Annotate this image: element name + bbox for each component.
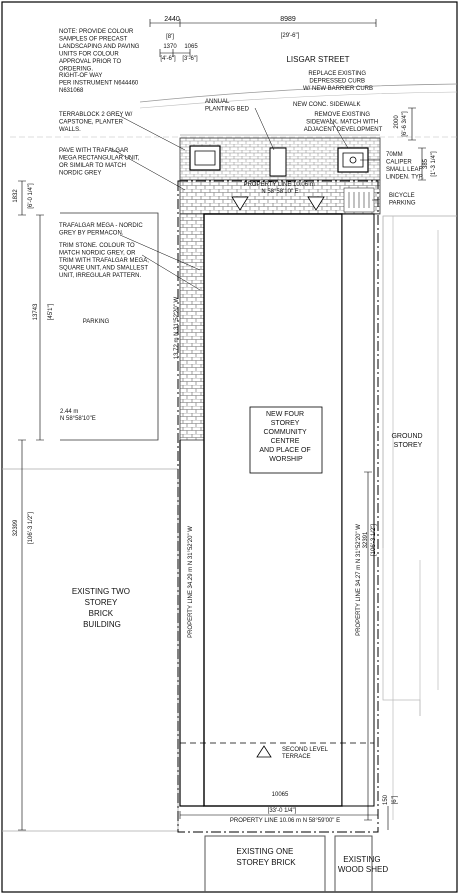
adjacent-wall-lines	[393, 216, 438, 820]
dim-right-b-imperial: [1'-3 1/4"]	[431, 151, 437, 177]
planter-left	[190, 146, 220, 170]
dim-sub-a: 1370	[163, 44, 177, 50]
building-footprint	[204, 214, 342, 806]
dim-right-c-imperial: [106'-3 1/2"]	[371, 524, 377, 556]
property-line-bottom: PROPERTY LINE 10.06 m N 58°59'00" E	[229, 818, 341, 824]
dim-right-a: 2000	[394, 115, 400, 129]
dim-right-a-imperial: [6'-6 3/4"]	[402, 111, 408, 137]
label-existing-wood-shed: EXISTING WOOD SHED	[337, 855, 389, 874]
dim-bottom-right-imperial: [6"]	[392, 795, 398, 805]
note-new-sidewalk: NEW CONC. SIDEWALK	[293, 102, 361, 108]
property-line-left-short: 13.72 m N 31°52'20" W	[174, 296, 180, 360]
dim-top-left: 2440	[164, 16, 180, 23]
building-footprint-right-strip	[342, 214, 374, 806]
label-second-level-terrace: SECOND LEVEL TERRACE	[282, 747, 328, 760]
dim-left-a: 1832	[13, 189, 19, 203]
note-terrablock: TERRABLOCK 2 GREY W/ CAPSTONE, PLANTER WALLS.	[59, 112, 133, 133]
street-name: LISGAR STREET	[286, 55, 350, 64]
dim-right-b: 385	[423, 158, 429, 170]
property-line-top: PROPERTY LINE 10.06 m N 58°58'10" E	[243, 182, 315, 195]
dim-sub-a-imperial: [4'-6"]	[160, 56, 176, 62]
ground-storey-outline-lower	[383, 216, 420, 716]
note-bicycle-parking: BICYCLE PARKING	[389, 193, 416, 207]
note-trim: TRIM STONE. COLOUR TO MATCH NORDIC GREY, OR TRIM WITH TRAFALGAR MEGA, SQUARE UNIT, AND SMALLEST UNIT, IRREGULAR PATTERN.	[59, 243, 149, 279]
note-annual-planting: ANNUAL PLANTING BED	[205, 99, 250, 113]
dim-left-a-imperial: [6'-0 1/4"]	[28, 183, 34, 209]
note-replace-curb: REPLACE EXISTING DEPRESSED CURB W/ NEW BARRIER CURB	[302, 71, 374, 92]
dim-left-c-imperial: [106'-3 1/2"]	[28, 512, 34, 544]
dim-bottom-right: 150	[383, 794, 389, 806]
existing-wood-shed-outline	[335, 836, 372, 892]
trim-stone-wall	[180, 214, 204, 440]
dim-left-b: 13743	[33, 303, 39, 321]
dim-top-right-imperial: [29'-6"]	[280, 33, 300, 39]
dim-sub-b: 1065	[184, 44, 198, 50]
note-colour-samples: NOTE: PROVIDE COLOUR SAMPLES OF PRECAST LANDSCAPING AND PAVING UNITS FOR COLOUR APPROVAL PRIOR TO ORDERING.	[59, 29, 140, 73]
dim-left-b-imperial: [45'1"]	[48, 303, 54, 321]
dim-left-c: 32399	[13, 519, 19, 537]
annual-planting-bed	[270, 148, 286, 176]
label-ground-storey: GROUND STOREY	[391, 433, 423, 449]
property-line-left-long: PROPERTY LINE 34.29 m N 31°52'20" W	[188, 526, 194, 638]
note-tree: 70MM CALIPER SMALL LEAF LINDEN. TYP.	[386, 152, 424, 181]
property-line-right-long: PROPERTY LINE 34.27 m N 31°52'20" W	[356, 524, 362, 636]
dim-bottom-imperial: [33'-0 1/4"]	[267, 808, 297, 814]
ground-storey-outline	[383, 216, 457, 548]
note-pave: PAVE WITH TRAFALGAR MEGA RECTANGULAR UNIT, OR SIMILAR TO MATCH NORDIC GREY	[59, 148, 140, 177]
dim-top-right: 8989	[280, 16, 296, 23]
dim-bottom: 10065	[271, 792, 289, 798]
dim-right-c: 32391	[363, 531, 369, 549]
dim-top-left-imperial: [8']	[166, 34, 174, 40]
note-remove-sidewalk: REMOVE EXISTING SIDEWALK. MATCH WITH ADJACENT DEVELOPMENT	[303, 112, 383, 133]
label-existing-two-storey: EXISTING TWO STOREY BRICK BUILDING	[71, 587, 130, 629]
parking-width: 2.44 m N 58°58'10"E	[60, 409, 96, 422]
label-parking: PARKING	[82, 319, 110, 325]
note-trafalgar: TRAFALGAR MEGA - NORDIC GREY BY PERMACON.	[59, 223, 143, 237]
tree-icon	[350, 157, 356, 163]
note-right-of-way: RIGHT-OF WAY PER INSTRUMENT N644460 N631068	[59, 73, 139, 94]
dim-sub-b-imperial: [3'-6"]	[182, 56, 198, 62]
label-building: NEW FOUR STOREY COMMUNITY CENTRE AND PLACE OF WORSHIP	[259, 411, 311, 463]
label-existing-one-storey: EXISTING ONE STOREY BRICK	[236, 847, 296, 867]
